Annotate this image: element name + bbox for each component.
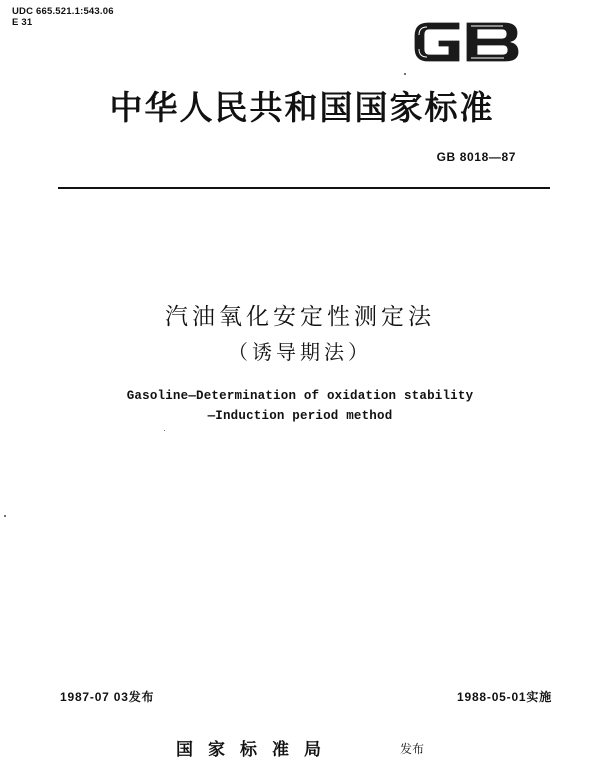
gb-logo [408,16,524,68]
udc-line: UDC 665.521.1:543.06 [12,6,114,17]
udc-classification [12,6,114,28]
scan-speck [4,515,6,517]
standard-name: 中华人民共和国国家标准 [109,88,495,127]
title-chinese: 汽油氧化安定性测定法 [165,304,435,330]
scan-speck [404,73,406,75]
header-divider [58,187,550,189]
title-english: Gasoline—Determination of oxidation stability [126,389,474,403]
subtitle-chinese: （诱导期法） [228,340,372,364]
issuer-action: 发布 [400,742,425,756]
issuing-authority: 国家标准局 [176,740,336,760]
scan-speck [164,430,165,431]
class-line: E 31 [12,17,33,28]
issue-date: 1987-07 03发布 [60,690,155,704]
subtitle-english: —Induction period method [207,409,393,423]
standard-code: GB 8018—87 [436,150,516,164]
implementation-date: 1988-05-01实施 [457,690,552,704]
